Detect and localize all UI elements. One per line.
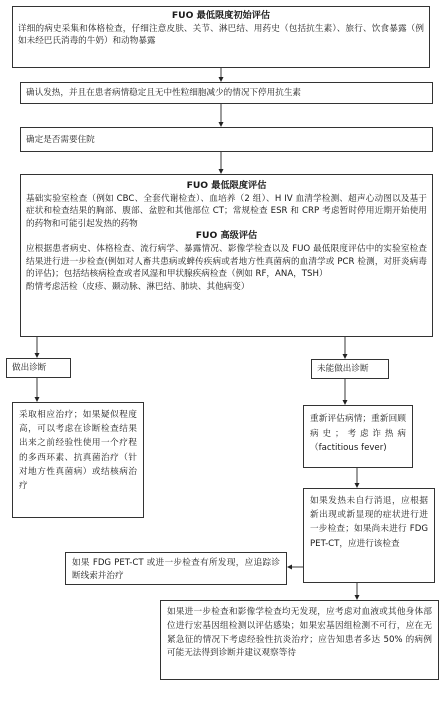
followup-box xyxy=(303,488,435,583)
initial-evaluation-box xyxy=(12,6,430,68)
advanced-evaluation-title: FUO 高级评估 xyxy=(195,230,258,242)
hospitalization-text: 确定是否需要住院 xyxy=(26,135,95,145)
minimum-evaluation-title: FUO 最低限度评估 xyxy=(186,180,267,191)
initial-evaluation-text: 详细的病史采集和体格检查，仔细注意皮肤、关节、淋巴结、用药史（包括抗生素）、旅行、饮食暴露（例如未经巴氏消毒的牛奶）和动物暴露 xyxy=(18,23,424,47)
pet-ct-findings-text: 如果 FDG PET-CT 或进一步检查有所发现，应追踪诊断线索并治疗 xyxy=(72,558,280,581)
no-findings-text: 如果进一步检查和影像学检查均无发现，应考虑对血液或其他身体部位进行宏基因组检测以评估感染；如果宏基因组检测不可行，应在无紧急征的情况下考虑经验性抗炎治疗；应告知患者多达 50% 的病例可能无法得到诊断并建议观察等待 xyxy=(167,607,432,659)
initial-evaluation-title: FUO 最低限度初始评估 xyxy=(171,10,271,21)
advanced-evaluation-text: 应根据患者病史、体格检查、流行病学、暴露情况、影像学检查以及 FUO 最低限度评估中的实验室检查结果进行进一步检查(例如对人畜共患病或蜱传疾病或者地方性真菌病的血清学或 PCR 检测，对肝炎病毒的评估)；包括结核病检查或者风湿和甲状腺疾病检查（例如 RF，ANA，TSH） xyxy=(26,243,427,280)
minimum-advanced-evaluation-box xyxy=(20,174,433,337)
confirm-fever-text: 确认发热，并且在患者病情稳定且无中性粒细胞减少的情况下停用抗生素 xyxy=(26,88,302,98)
pet-ct-findings-box xyxy=(65,552,287,585)
no-diagnosis-text: 未能做出诊断 xyxy=(317,364,369,374)
reassess-box xyxy=(303,405,413,468)
diagnosis-made-text: 做出诊断 xyxy=(12,363,47,373)
minimum-evaluation-text: 基础实验室检查（例如 CBC、全套代谢检查）、血培养（2 组）、H IV 血清学检测、超声心动图以及基于症状和检查结果的胸部、腹部、盆腔和其他部位 CT；常规检查 ESR 和 CRP 考虑暂时停用近期开始使用的药物和可能引起发热的药物 xyxy=(26,193,427,229)
arrow-followup-pet-head xyxy=(287,565,292,570)
diagnosis-made-box xyxy=(6,358,71,378)
no-findings-box xyxy=(160,600,439,680)
no-diagnosis-box xyxy=(311,359,389,379)
hospitalization-box xyxy=(20,127,433,152)
confirm-fever-box xyxy=(20,82,433,104)
reassess-text: 重新评估病情；重新回顾病史；考虑诈热病（factitious fever) xyxy=(310,414,406,454)
biopsy-text: 酌情考虑活检（皮疹、颞动脉、淋巴结、肺块、其他病变） xyxy=(26,281,250,292)
treatment-text: 采取相应治疗；如果疑似程度高，可以考虑在诊断检查结果出来之前经验性使用一个疗程的多西环素、抗真菌治疗（针对地方性真菌病）或结核病治疗 xyxy=(19,410,137,492)
followup-text: 如果发热未自行消退，应根据新出现或新显现的症状进行进一步检查；如果尚未进行 FDG PET-CT，应进行该检查 xyxy=(310,496,428,549)
treatment-box xyxy=(12,402,144,518)
